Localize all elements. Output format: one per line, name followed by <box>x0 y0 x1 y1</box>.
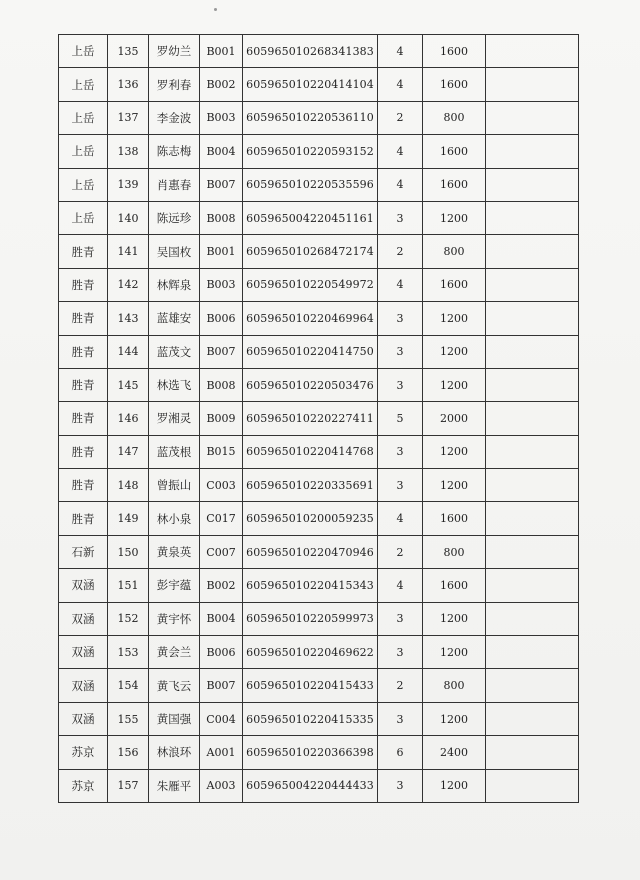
serial-number-cell: 136 <box>108 68 149 101</box>
serial-number-cell: 155 <box>108 702 149 735</box>
empty-remarks-cell <box>486 569 579 602</box>
account-number-cell: 605965010220503476 <box>243 368 378 401</box>
scan-speck <box>214 8 217 11</box>
empty-remarks-cell <box>486 135 579 168</box>
empty-remarks-cell <box>486 368 579 401</box>
name-cell: 黄飞云 <box>149 669 200 702</box>
empty-remarks-cell <box>486 769 579 802</box>
name-cell: 李金波 <box>149 101 200 134</box>
table-row <box>59 402 579 435</box>
town-cell: 胜青 <box>59 335 108 368</box>
serial-number-cell: 139 <box>108 168 149 201</box>
account-number-cell: 605965010268341383 <box>243 35 378 68</box>
code-cell: B006 <box>200 302 243 335</box>
code-cell: C017 <box>200 502 243 535</box>
amount-cell: 800 <box>423 669 486 702</box>
town-cell: 胜青 <box>59 435 108 468</box>
town-cell: 上岳 <box>59 101 108 134</box>
table-row <box>59 35 579 68</box>
town-cell: 上岳 <box>59 68 108 101</box>
table-row <box>59 702 579 735</box>
empty-remarks-cell <box>486 636 579 669</box>
account-number-cell: 605965010220535596 <box>243 168 378 201</box>
serial-number-cell: 141 <box>108 235 149 268</box>
table-row <box>59 769 579 802</box>
code-cell: C003 <box>200 469 243 502</box>
serial-number-cell: 135 <box>108 35 149 68</box>
empty-remarks-cell <box>486 702 579 735</box>
table-row <box>59 235 579 268</box>
serial-number-cell: 152 <box>108 602 149 635</box>
amount-cell: 2400 <box>423 736 486 769</box>
name-cell: 林辉泉 <box>149 268 200 301</box>
code-cell: B003 <box>200 268 243 301</box>
name-cell: 黄宇怀 <box>149 602 200 635</box>
table-row <box>59 68 579 101</box>
table-row <box>59 368 579 401</box>
town-cell: 胜青 <box>59 402 108 435</box>
town-cell: 石新 <box>59 535 108 568</box>
table-row <box>59 201 579 234</box>
quantity-cell: 3 <box>378 469 423 502</box>
table-row <box>59 268 579 301</box>
table-row <box>59 736 579 769</box>
name-cell: 林选飞 <box>149 368 200 401</box>
name-cell: 蓝茂根 <box>149 435 200 468</box>
serial-number-cell: 143 <box>108 302 149 335</box>
serial-number-cell: 146 <box>108 402 149 435</box>
account-number-cell: 605965010220549972 <box>243 268 378 301</box>
serial-number-cell: 151 <box>108 569 149 602</box>
amount-cell: 1200 <box>423 302 486 335</box>
name-cell: 肖惠春 <box>149 168 200 201</box>
empty-remarks-cell <box>486 402 579 435</box>
town-cell: 双涵 <box>59 636 108 669</box>
empty-remarks-cell <box>486 602 579 635</box>
table-body <box>59 35 579 803</box>
table-row <box>59 602 579 635</box>
amount-cell: 1600 <box>423 35 486 68</box>
quantity-cell: 4 <box>378 68 423 101</box>
account-number-cell: 605965004220451161 <box>243 201 378 234</box>
town-cell: 双涵 <box>59 602 108 635</box>
amount-cell: 1200 <box>423 435 486 468</box>
amount-cell: 800 <box>423 535 486 568</box>
amount-cell: 1600 <box>423 135 486 168</box>
town-cell: 胜青 <box>59 302 108 335</box>
quantity-cell: 2 <box>378 535 423 568</box>
empty-remarks-cell <box>486 101 579 134</box>
name-cell: 罗幼兰 <box>149 35 200 68</box>
town-cell: 双涵 <box>59 669 108 702</box>
account-number-cell: 605965010220366398 <box>243 736 378 769</box>
serial-number-cell: 157 <box>108 769 149 802</box>
town-cell: 双涵 <box>59 569 108 602</box>
quantity-cell: 3 <box>378 702 423 735</box>
quantity-cell: 3 <box>378 302 423 335</box>
empty-remarks-cell <box>486 235 579 268</box>
quantity-cell: 5 <box>378 402 423 435</box>
town-cell: 上岳 <box>59 135 108 168</box>
town-cell: 胜青 <box>59 469 108 502</box>
quantity-cell: 2 <box>378 101 423 134</box>
empty-remarks-cell <box>486 302 579 335</box>
name-cell: 黄会兰 <box>149 636 200 669</box>
quantity-cell: 3 <box>378 368 423 401</box>
serial-number-cell: 153 <box>108 636 149 669</box>
amount-cell: 1600 <box>423 268 486 301</box>
code-cell: A003 <box>200 769 243 802</box>
town-cell: 苏京 <box>59 736 108 769</box>
account-number-cell: 605965010220335691 <box>243 469 378 502</box>
name-cell: 陈志梅 <box>149 135 200 168</box>
empty-remarks-cell <box>486 168 579 201</box>
amount-cell: 1200 <box>423 469 486 502</box>
table-row <box>59 435 579 468</box>
account-number-cell: 605965010220415343 <box>243 569 378 602</box>
name-cell: 曾振山 <box>149 469 200 502</box>
quantity-cell: 3 <box>378 769 423 802</box>
name-cell: 蓝雄安 <box>149 302 200 335</box>
amount-cell: 1600 <box>423 502 486 535</box>
amount-cell: 1200 <box>423 636 486 669</box>
name-cell: 陈远珍 <box>149 201 200 234</box>
table-row <box>59 168 579 201</box>
quantity-cell: 3 <box>378 602 423 635</box>
code-cell: B007 <box>200 335 243 368</box>
empty-remarks-cell <box>486 35 579 68</box>
table-row <box>59 101 579 134</box>
quantity-cell: 4 <box>378 168 423 201</box>
serial-number-cell: 156 <box>108 736 149 769</box>
account-number-cell: 605965010220414750 <box>243 335 378 368</box>
empty-remarks-cell <box>486 201 579 234</box>
town-cell: 上岳 <box>59 168 108 201</box>
table-row <box>59 135 579 168</box>
empty-remarks-cell <box>486 469 579 502</box>
town-cell: 胜青 <box>59 235 108 268</box>
account-number-cell: 605965010220593152 <box>243 135 378 168</box>
account-number-cell: 605965010200059235 <box>243 502 378 535</box>
subsidy-table <box>58 34 579 803</box>
quantity-cell: 6 <box>378 736 423 769</box>
code-cell: B009 <box>200 402 243 435</box>
town-cell: 上岳 <box>59 35 108 68</box>
town-cell: 苏京 <box>59 769 108 802</box>
account-number-cell: 605965010220414104 <box>243 68 378 101</box>
amount-cell: 1200 <box>423 201 486 234</box>
amount-cell: 800 <box>423 101 486 134</box>
serial-number-cell: 140 <box>108 201 149 234</box>
code-cell: B002 <box>200 569 243 602</box>
empty-remarks-cell <box>486 736 579 769</box>
name-cell: 朱雁平 <box>149 769 200 802</box>
town-cell: 上岳 <box>59 201 108 234</box>
code-cell: B004 <box>200 135 243 168</box>
serial-number-cell: 137 <box>108 101 149 134</box>
town-cell: 双涵 <box>59 702 108 735</box>
serial-number-cell: 150 <box>108 535 149 568</box>
name-cell: 彭宇蕴 <box>149 569 200 602</box>
code-cell: C004 <box>200 702 243 735</box>
quantity-cell: 3 <box>378 435 423 468</box>
serial-number-cell: 144 <box>108 335 149 368</box>
account-number-cell: 605965010268472174 <box>243 235 378 268</box>
code-cell: B003 <box>200 101 243 134</box>
quantity-cell: 4 <box>378 135 423 168</box>
name-cell: 罗利春 <box>149 68 200 101</box>
table-row <box>59 535 579 568</box>
serial-number-cell: 154 <box>108 669 149 702</box>
name-cell: 林浪环 <box>149 736 200 769</box>
table-row <box>59 669 579 702</box>
empty-remarks-cell <box>486 535 579 568</box>
quantity-cell: 4 <box>378 268 423 301</box>
code-cell: B001 <box>200 35 243 68</box>
table-row <box>59 302 579 335</box>
quantity-cell: 4 <box>378 502 423 535</box>
quantity-cell: 2 <box>378 669 423 702</box>
empty-remarks-cell <box>486 268 579 301</box>
amount-cell: 1600 <box>423 569 486 602</box>
table-row <box>59 502 579 535</box>
serial-number-cell: 145 <box>108 368 149 401</box>
empty-remarks-cell <box>486 335 579 368</box>
account-number-cell: 605965010220469622 <box>243 636 378 669</box>
name-cell: 林小泉 <box>149 502 200 535</box>
code-cell: B015 <box>200 435 243 468</box>
account-number-cell: 605965004220444433 <box>243 769 378 802</box>
serial-number-cell: 149 <box>108 502 149 535</box>
town-cell: 胜青 <box>59 268 108 301</box>
code-cell: B001 <box>200 235 243 268</box>
name-cell: 罗湘灵 <box>149 402 200 435</box>
amount-cell: 1200 <box>423 602 486 635</box>
amount-cell: 800 <box>423 235 486 268</box>
town-cell: 胜青 <box>59 368 108 401</box>
table-row <box>59 335 579 368</box>
empty-remarks-cell <box>486 669 579 702</box>
table-row <box>59 569 579 602</box>
code-cell: B002 <box>200 68 243 101</box>
name-cell: 黄国强 <box>149 702 200 735</box>
amount-cell: 1600 <box>423 68 486 101</box>
quantity-cell: 3 <box>378 201 423 234</box>
amount-cell: 2000 <box>423 402 486 435</box>
serial-number-cell: 147 <box>108 435 149 468</box>
amount-cell: 1200 <box>423 335 486 368</box>
code-cell: A001 <box>200 736 243 769</box>
empty-remarks-cell <box>486 435 579 468</box>
account-number-cell: 605965010220415335 <box>243 702 378 735</box>
empty-remarks-cell <box>486 68 579 101</box>
account-number-cell: 605965010220536110 <box>243 101 378 134</box>
account-number-cell: 605965010220414768 <box>243 435 378 468</box>
empty-remarks-cell <box>486 502 579 535</box>
name-cell: 吴国枚 <box>149 235 200 268</box>
name-cell: 黄泉英 <box>149 535 200 568</box>
code-cell: C007 <box>200 535 243 568</box>
quantity-cell: 3 <box>378 636 423 669</box>
quantity-cell: 3 <box>378 335 423 368</box>
account-number-cell: 605965010220469964 <box>243 302 378 335</box>
code-cell: B008 <box>200 368 243 401</box>
account-number-cell: 605965010220470946 <box>243 535 378 568</box>
code-cell: B007 <box>200 669 243 702</box>
serial-number-cell: 148 <box>108 469 149 502</box>
quantity-cell: 4 <box>378 569 423 602</box>
table-row <box>59 636 579 669</box>
town-cell: 胜青 <box>59 502 108 535</box>
code-cell: B007 <box>200 168 243 201</box>
quantity-cell: 2 <box>378 235 423 268</box>
code-cell: B008 <box>200 201 243 234</box>
code-cell: B006 <box>200 636 243 669</box>
table-row <box>59 469 579 502</box>
code-cell: B004 <box>200 602 243 635</box>
amount-cell: 1200 <box>423 769 486 802</box>
amount-cell: 1200 <box>423 368 486 401</box>
account-number-cell: 605965010220415433 <box>243 669 378 702</box>
account-number-cell: 605965010220227411 <box>243 402 378 435</box>
serial-number-cell: 142 <box>108 268 149 301</box>
name-cell: 蓝茂文 <box>149 335 200 368</box>
amount-cell: 1600 <box>423 168 486 201</box>
amount-cell: 1200 <box>423 702 486 735</box>
account-number-cell: 605965010220599973 <box>243 602 378 635</box>
serial-number-cell: 138 <box>108 135 149 168</box>
quantity-cell: 4 <box>378 35 423 68</box>
